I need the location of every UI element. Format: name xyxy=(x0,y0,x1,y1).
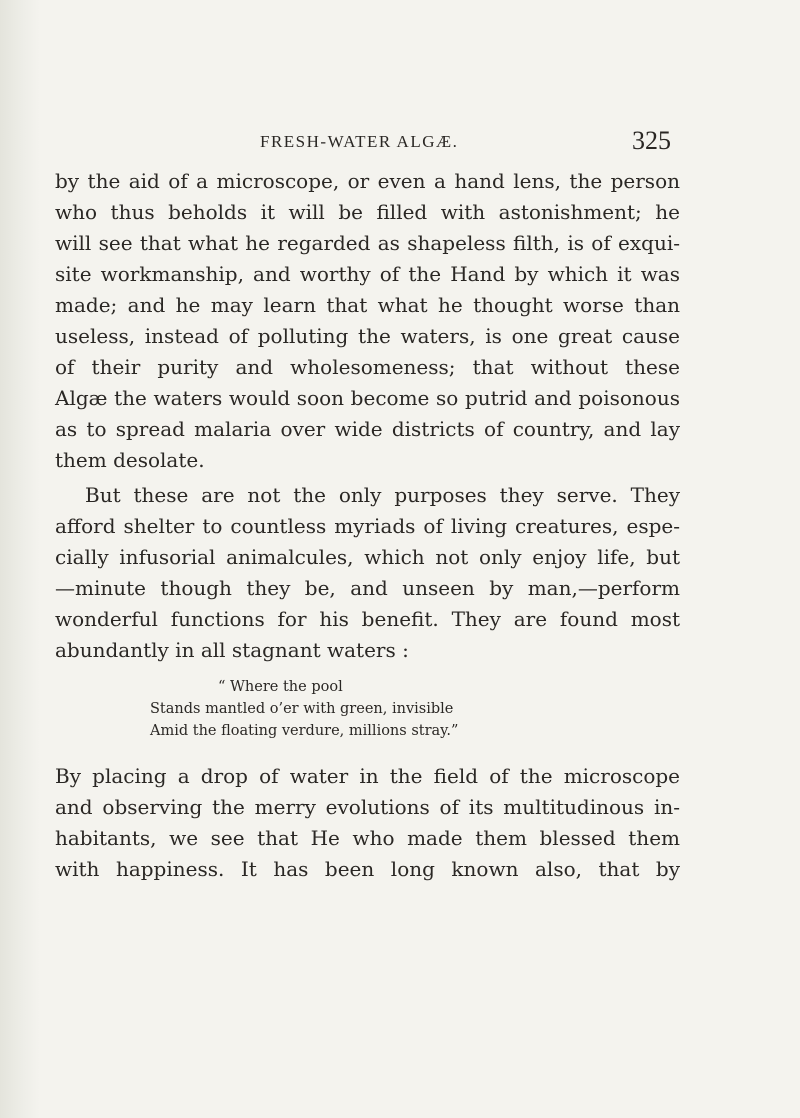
text-line: made; and he may learn that what he thought worse than xyxy=(55,293,680,317)
text-line: with happiness. It has been long known also, that by xyxy=(55,857,680,881)
text-line: who thus beholds it will be filled with astonishment; he xyxy=(55,200,680,224)
running-head: FRESH-WATER ALGÆ. xyxy=(260,132,459,151)
text-line: of their purity and wholesomeness; that without these xyxy=(55,355,680,379)
text-line: and observing the merry evolutions of its multitudinous in- xyxy=(55,795,680,819)
text-line: cially infusorial animalcules, which not only enjoy life, but xyxy=(55,545,680,569)
verse-line: Amid the floating verdure, millions stray.” xyxy=(150,723,459,739)
text-line: by the aid of a microscope, or even a hand lens, the person xyxy=(55,169,680,193)
page-gutter-shadow xyxy=(0,0,40,1118)
text-line: useless, instead of polluting the waters, is one great cause xyxy=(55,324,680,348)
text-line: them desolate. xyxy=(55,448,205,472)
text-line: habitants, we see that He who made them blessed them xyxy=(55,826,680,850)
verse-line: “ Where the pool xyxy=(218,679,343,695)
text-line: afford shelter to countless myriads of living creatures, espe- xyxy=(55,514,680,538)
text-line: —minute though they be, and unseen by man,—perform xyxy=(55,576,680,600)
page-number: 325 xyxy=(632,126,671,155)
text-line: abundantly in all stagnant waters : xyxy=(55,638,409,662)
text-line: site workmanship, and worthy of the Hand by which it was xyxy=(55,262,680,286)
verse-line: Stands mantled o’er with green, invisible xyxy=(150,701,454,717)
text-line: wonderful functions for his benefit. They are found most xyxy=(55,607,680,631)
text-line: as to spread malaria over wide districts of country, and lay xyxy=(55,417,680,441)
text-line: will see that what he regarded as shapeless filth, is of exqui- xyxy=(55,231,680,255)
text-line: By placing a drop of water in the field of the microscope xyxy=(55,764,680,788)
text-line: But these are not the only purposes they serve. They xyxy=(85,483,680,507)
page-header xyxy=(0,120,800,160)
text-line: Algæ the waters would soon become so putrid and poisonous xyxy=(55,386,680,410)
